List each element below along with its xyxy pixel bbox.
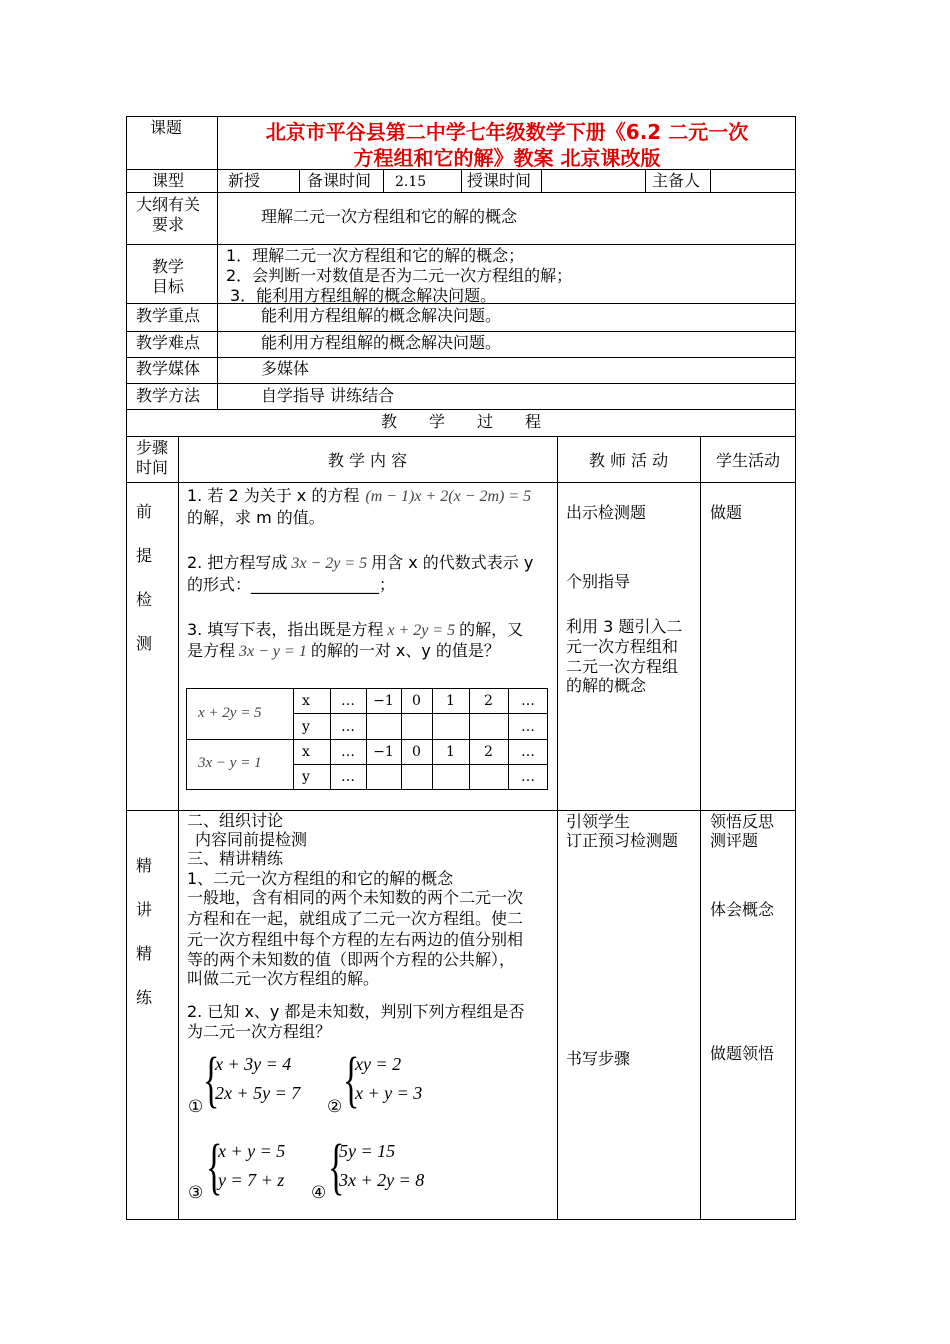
q2-mid: 用含 x 的代数式表示 y <box>371 553 534 572</box>
system-equation: x + y = 3 <box>355 1083 423 1103</box>
q3-equation-2: 3x − y = 1 <box>239 643 307 660</box>
value-table-line <box>293 764 548 765</box>
col-divider <box>178 436 179 1220</box>
teacher-activity: 的解的概念 <box>566 676 647 695</box>
q2-line <box>187 553 533 574</box>
table-cell: 1 <box>446 693 455 709</box>
concept-paragraph: 等的两个未知数的值（即两个方程的公共解）， <box>187 950 516 969</box>
table-cell: … <box>341 719 355 735</box>
difficulty-label: 教学难点 <box>136 333 201 352</box>
table-cell: … <box>521 744 535 760</box>
col-divider <box>710 169 711 193</box>
q3-l2-suffix: 的解的一对 x、y 的值是？ <box>310 641 500 660</box>
table-equation-2: 3x − y = 1 <box>198 755 262 771</box>
step-char: 提 <box>135 546 152 565</box>
table-cell: … <box>341 693 355 709</box>
lecture-heading: 三、精讲精练 <box>187 849 284 868</box>
exercise-question: 为二元一次方程组？ <box>187 1022 332 1041</box>
concept-paragraph: 方程和在一起，就组成了二元一次方程组。使二 <box>187 909 524 928</box>
concept-paragraph: 叫做二元一次方程组的解。 <box>187 969 380 988</box>
document-title: 北京市平谷县第二中学七年级数学下册《6.2 二元一次 <box>265 120 749 144</box>
concept-paragraph: 一般地，含有相同的两个未知数的两个二元一次 <box>187 888 524 907</box>
left-brace: { <box>343 1046 360 1114</box>
teacher-activity: 订正预习检测题 <box>566 831 679 850</box>
col-divider <box>541 169 542 193</box>
col-divider <box>700 436 701 1220</box>
system-equation: 5y = 15 <box>339 1141 396 1161</box>
col-divider <box>645 169 646 193</box>
q2-prefix: 2. 把方程写成 <box>187 553 288 572</box>
system-label: ② <box>327 1097 343 1117</box>
method-label: 教学方法 <box>136 386 201 405</box>
row-divider <box>126 383 796 384</box>
table-y-label: y <box>302 719 310 735</box>
step-char: 练 <box>135 988 152 1007</box>
syllabus-label-2: 要求 <box>152 215 185 234</box>
type-value: 新授 <box>228 171 261 190</box>
system-equation: xy = 2 <box>355 1054 402 1074</box>
system-equation: y = 7 + z <box>218 1170 285 1190</box>
col-divider <box>461 169 462 193</box>
value-table-line <box>293 713 548 714</box>
teacher-header: 教 师 活 动 <box>588 451 669 470</box>
step-char: 精 <box>135 944 152 963</box>
row-divider <box>126 244 796 245</box>
row-divider <box>126 436 796 437</box>
step-char: 检 <box>135 590 152 609</box>
goal-item: 3．能利用方程组解的概念解决问题。 <box>230 286 497 305</box>
value-table-line <box>186 739 548 740</box>
table-equation-1: x + 2y = 5 <box>198 705 262 721</box>
table-x-label: x <box>302 693 310 709</box>
q3-l1-suffix: 的解，又 <box>459 620 524 639</box>
title-label: 课题 <box>150 118 183 137</box>
table-x-label: x <box>302 744 310 760</box>
left-brace: { <box>328 1133 345 1201</box>
teacher-activity: 利用 3 题引入二 <box>566 617 683 636</box>
col-divider <box>383 169 384 193</box>
system-equation: 2x + 5y = 7 <box>215 1083 301 1103</box>
system-equation: x + 3y = 4 <box>215 1054 292 1074</box>
row-divider <box>126 357 796 358</box>
system-equation: x + y = 5 <box>218 1141 286 1161</box>
media-label: 教学媒体 <box>136 359 201 378</box>
student-activity: 领悟反思 <box>710 812 775 831</box>
table-cell: … <box>341 769 355 785</box>
q1-equation: (m − 1)x + 2(x − 2m) = 5 <box>365 488 532 505</box>
exercise-question: 2. 已知 x、y 都是未知数，判别下列方程组是否 <box>187 1002 525 1021</box>
table-cell: … <box>341 744 355 760</box>
discussion-heading: 二、组织讨论 <box>187 811 284 830</box>
concept-heading: 1、二元一次方程组的和它的解的概念 <box>187 869 454 888</box>
goal-item: 2．会判断一对数值是否为二元一次方程组的解； <box>226 266 573 285</box>
content-header: 教 学 内 容 <box>327 451 408 470</box>
steps-header-2: 时间 <box>136 458 169 477</box>
table-cell: 2 <box>484 744 493 760</box>
col-divider <box>557 436 558 1220</box>
q3-prefix: 3. 填写下表，指出既是方程 <box>187 620 384 639</box>
system-label: ① <box>188 1097 204 1117</box>
q1-prefix: 1. 若 2 为关于 x 的方程 <box>187 486 360 505</box>
syllabus-value: 理解二元一次方程组和它的解的概念 <box>261 207 518 226</box>
row-divider <box>126 331 796 332</box>
student-activity: 做题 <box>710 503 743 522</box>
teacher-activity: 书写步骤 <box>566 1049 631 1068</box>
table-cell: … <box>521 693 535 709</box>
goal-item: 1．理解二元一次方程组和它的解的概念； <box>226 246 525 265</box>
q3-line1 <box>187 620 523 641</box>
goals-label-2: 目标 <box>152 277 185 296</box>
key-label: 教学重点 <box>136 306 201 325</box>
step-char: 测 <box>135 634 152 653</box>
q2-suffix: 的形式：________________； <box>187 575 396 594</box>
key-value: 能利用方程组解的概念解决问题。 <box>261 306 502 325</box>
teacher-activity: 引领学生 <box>566 812 631 831</box>
col-divider <box>299 169 300 193</box>
teacher-activity: 元一次方程组和 <box>566 637 679 656</box>
q1-line <box>187 486 531 507</box>
table-y-label: y <box>302 769 310 785</box>
teacher-activity: 个别指导 <box>566 572 631 591</box>
q3-line2 <box>187 641 500 662</box>
preparer-label: 主备人 <box>652 171 701 190</box>
table-cell: −1 <box>373 693 394 709</box>
table-cell: … <box>521 719 535 735</box>
prep-time-label: 备课时间 <box>307 171 372 190</box>
q2-equation: 3x − 2y = 5 <box>291 555 368 572</box>
type-label: 课型 <box>152 171 185 190</box>
student-header: 学生活动 <box>715 451 780 470</box>
syllabus-label: 大纲有关 <box>136 195 201 214</box>
step-char: 讲 <box>135 900 152 919</box>
goals-label: 教学 <box>152 257 185 276</box>
col-divider <box>217 192 218 409</box>
row-divider <box>126 482 796 483</box>
document-title-line2: 方程组和它的解》教案 北京课改版 <box>353 146 661 170</box>
table-cell: … <box>521 769 535 785</box>
q3-equation-1: x + 2y = 5 <box>387 622 456 639</box>
system-label: ④ <box>311 1183 327 1203</box>
left-brace: { <box>203 1046 220 1114</box>
system-label: ③ <box>188 1183 204 1203</box>
steps-header: 步骤 <box>136 438 169 457</box>
left-brace: { <box>206 1133 223 1201</box>
q1-suffix: 的解，求 m 的值。 <box>187 508 325 527</box>
step-char: 精 <box>135 856 152 875</box>
col-divider <box>217 116 218 193</box>
discussion-text: 内容同前提检测 <box>195 830 308 849</box>
step-char: 前 <box>135 502 152 521</box>
teacher-activity: 二元一次方程组 <box>566 657 679 676</box>
difficulty-value: 能利用方程组解的概念解决问题。 <box>261 333 502 352</box>
table-cell: −1 <box>373 744 394 760</box>
teacher-activity: 出示检测题 <box>566 503 647 522</box>
prep-time-value: 2.15 <box>395 174 427 190</box>
media-value: 多媒体 <box>261 359 310 378</box>
student-activity: 做题领悟 <box>710 1044 775 1063</box>
method-value: 自学指导 讲练结合 <box>261 386 395 405</box>
table-cell: 0 <box>412 693 421 709</box>
teach-time-label: 授课时间 <box>467 171 532 190</box>
student-activity: 体会概念 <box>710 900 775 919</box>
concept-paragraph: 元一次方程组中每个方程的左右两边的值分别相 <box>187 930 524 949</box>
row-divider <box>126 409 796 410</box>
table-cell: 0 <box>412 744 421 760</box>
system-equation: 3x + 2y = 8 <box>339 1170 425 1190</box>
table-cell: 1 <box>446 744 455 760</box>
process-title: 教 学 过 程 <box>380 412 541 431</box>
q3-l2-prefix: 是方程 <box>187 641 236 660</box>
table-cell: 2 <box>484 693 493 709</box>
student-activity: 测评题 <box>710 831 759 850</box>
value-table-line <box>293 688 294 790</box>
